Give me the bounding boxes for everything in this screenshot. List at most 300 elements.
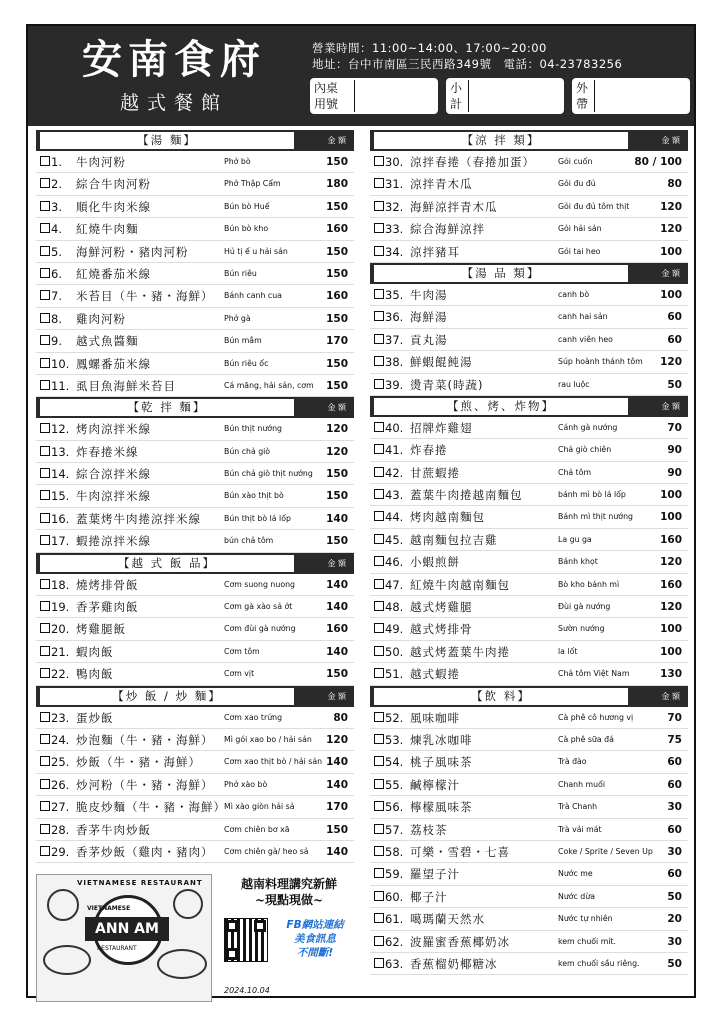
section-header [36, 553, 354, 574]
bowl-icon [157, 949, 207, 979]
menu-item-row [36, 151, 354, 173]
menu-item-row [370, 596, 688, 618]
order-checkbox[interactable] [374, 289, 384, 299]
item-name-vietnamese: kem chuối mít. [558, 936, 616, 946]
item-number: 8. [51, 311, 62, 326]
order-checkbox[interactable] [374, 489, 384, 499]
order-checkbox[interactable] [40, 801, 50, 811]
order-checkbox[interactable] [374, 422, 384, 432]
item-price: 150 [326, 200, 348, 213]
menu-item-row [370, 374, 688, 396]
item-name-vietnamese: kem chuối sầu riêng. [558, 958, 640, 968]
order-checkbox[interactable] [374, 623, 384, 633]
item-name-vietnamese: Súp hoành thánh tôm [558, 357, 643, 367]
menu-item-row [36, 485, 354, 507]
order-checkbox[interactable] [374, 511, 384, 521]
item-price: 160 [326, 223, 348, 236]
logo-brand-text: ANN AM [85, 917, 169, 941]
item-number: 32. [385, 199, 404, 214]
item-number: 25. [51, 755, 70, 770]
menu-item-row [36, 751, 354, 773]
menu-item-row [36, 441, 354, 463]
item-name-chinese: 海鮮湯 [410, 310, 448, 325]
item-name-vietnamese: la lốt [558, 646, 578, 656]
section-title: 【飲 料】 [374, 688, 628, 705]
promo-area [36, 874, 354, 1004]
slogan-line-1: 越南料理講究新鮮 [240, 877, 337, 891]
menu-item-row [36, 596, 354, 618]
order-checkbox[interactable] [374, 756, 384, 766]
order-checkbox[interactable] [374, 556, 384, 566]
order-checkbox[interactable] [40, 423, 50, 433]
order-checkbox[interactable] [374, 444, 384, 454]
item-price: 140 [326, 845, 348, 858]
restaurant-subtitle: 越式餐館 [119, 92, 228, 114]
item-number: 9. [51, 334, 62, 349]
item-name-chinese: 小蝦煎餅 [410, 555, 460, 570]
item-name-vietnamese: Gỏi tai heo [558, 246, 601, 256]
item-name-vietnamese: Chả giò chiên [558, 445, 612, 455]
item-name-vietnamese: Đùi gà nướng [558, 602, 611, 612]
order-checkbox[interactable] [374, 668, 384, 678]
order-checkbox[interactable] [374, 579, 384, 589]
order-checkbox[interactable] [40, 468, 50, 478]
item-number: 38. [385, 355, 404, 370]
menu-date: 2024.10.04 [224, 986, 270, 995]
item-name-vietnamese: Bún mắm [224, 336, 262, 346]
item-number: 36. [385, 310, 404, 325]
menu-item-row [370, 841, 688, 863]
item-price: 120 [326, 423, 348, 436]
order-checkbox[interactable] [40, 446, 50, 456]
item-price: 70 [667, 421, 682, 434]
item-name-chinese: 蝦捲涼拌米線 [76, 534, 151, 549]
item-name-vietnamese: Hủ tị ế u hải sản [224, 246, 288, 256]
slogan [224, 876, 354, 908]
item-name-vietnamese: Bún riêu [224, 268, 257, 278]
item-name-chinese: 雞肉河粉 [76, 311, 126, 326]
item-name-chinese: 風味咖啡 [410, 710, 460, 725]
menu-item-row [370, 863, 688, 885]
menu-item-row [370, 908, 688, 930]
item-price: 160 [660, 578, 682, 591]
plate-icon [173, 889, 203, 919]
order-checkbox[interactable] [40, 668, 50, 678]
menu-item-row [36, 530, 354, 552]
item-price: 60 [667, 311, 682, 324]
item-name-vietnamese: Bún xào thịt bò [224, 491, 284, 501]
item-name-chinese: 燒烤排骨飯 [76, 577, 139, 592]
item-name-chinese: 招牌炸雞翅 [410, 420, 473, 435]
item-name-chinese: 燙青菜(時蔬) [410, 377, 484, 392]
item-price: 80 / 100 [634, 156, 682, 168]
restaurant-name: 安南食府 [82, 36, 266, 83]
item-name-vietnamese: Bún chả giò thịt nướng [224, 469, 313, 479]
order-checkbox[interactable] [40, 824, 50, 834]
item-name-vietnamese: Gỏi đu đủ tôm thịt [558, 201, 630, 211]
item-name-chinese: 牛肉湯 [410, 287, 448, 302]
menu-item-row [370, 173, 688, 195]
menu-item-row [370, 931, 688, 953]
item-number: 60. [385, 889, 404, 904]
order-checkbox[interactable] [374, 156, 384, 166]
menu-item-row [370, 886, 688, 908]
item-price: 160 [660, 533, 682, 546]
order-checkbox[interactable] [40, 156, 50, 166]
order-checkbox[interactable] [40, 513, 50, 523]
item-name-chinese: 越式蝦捲 [410, 667, 460, 682]
section-title: 【涼 拌 類】 [374, 132, 628, 149]
item-name-chinese: 越式烤蓋葉牛肉捲 [410, 644, 510, 659]
order-checkbox[interactable] [40, 380, 50, 390]
order-checkbox[interactable] [374, 824, 384, 834]
item-name-vietnamese: La gu ga [558, 534, 592, 544]
menu-item-row [36, 508, 354, 530]
section-title: 【炒 飯 / 炒 麵】 [40, 688, 294, 705]
item-name-vietnamese: Bánh mì thịt nướng [558, 512, 633, 522]
menu-item-row [370, 196, 688, 218]
subtotal-label: 小 計 [450, 81, 463, 111]
section-title: 【湯 品 類】 [374, 265, 628, 282]
order-checkbox[interactable] [374, 311, 384, 321]
section-header [370, 263, 688, 284]
item-name-vietnamese: Chanh muối [558, 779, 605, 789]
item-price: 160 [326, 623, 348, 636]
item-name-vietnamese: Sườn nướng [558, 624, 605, 634]
item-price: 120 [660, 601, 682, 614]
item-price: 150 [326, 312, 348, 325]
order-checkbox[interactable] [374, 846, 384, 856]
item-number: 39. [385, 377, 404, 392]
item-price: 140 [326, 601, 348, 614]
item-price: 60 [667, 778, 682, 791]
item-price: 180 [326, 178, 348, 191]
section-header [36, 130, 354, 151]
item-number: 28. [51, 822, 70, 837]
item-name-vietnamese: Trà đào [558, 757, 587, 767]
price-column-header: 金 額 [661, 136, 680, 145]
item-number: 59. [385, 867, 404, 882]
order-checkbox[interactable] [374, 246, 384, 256]
item-name-chinese: 煉乳冰咖啡 [410, 732, 473, 747]
item-price: 140 [326, 778, 348, 791]
item-number: 17. [51, 534, 70, 549]
item-name-chinese: 海鮮涼拌青木瓜 [410, 199, 498, 214]
store-info [312, 40, 622, 72]
bowl-icon [43, 945, 91, 975]
item-name-vietnamese: Gỏi hải sản [558, 224, 602, 234]
item-name-chinese: 海鮮河粉・豬肉河粉 [76, 244, 189, 259]
item-number: 49. [385, 622, 404, 637]
order-checkbox[interactable] [374, 891, 384, 901]
item-name-vietnamese: Trà vải mát [558, 824, 602, 834]
menu-item-row [36, 574, 354, 596]
price-column-header: 金 額 [327, 136, 346, 145]
item-number: 26. [51, 777, 70, 792]
order-checkbox[interactable] [374, 958, 384, 968]
item-number: 54. [385, 755, 404, 770]
item-name-vietnamese: bún chả tôm [224, 536, 274, 546]
item-name-vietnamese: Cơm xao thịt bò / hải sản [224, 757, 323, 767]
item-name-chinese: 椰子汁 [410, 889, 448, 904]
order-checkbox[interactable] [40, 290, 50, 300]
item-price: 150 [326, 267, 348, 280]
item-price: 100 [660, 623, 682, 636]
item-price: 150 [326, 156, 348, 168]
menu-item-row [370, 796, 688, 818]
item-price: 100 [660, 645, 682, 658]
item-number: 43. [385, 488, 404, 503]
item-name-chinese: 綜合牛肉河粉 [76, 177, 151, 192]
order-checkbox[interactable] [374, 223, 384, 233]
order-checkbox[interactable] [374, 356, 384, 366]
item-price: 130 [660, 668, 682, 681]
item-name-chinese: 牛肉涼拌米線 [76, 489, 151, 504]
menu-item-row [36, 707, 354, 729]
item-price: 50 [667, 957, 682, 970]
order-checkbox[interactable] [374, 801, 384, 811]
item-number: 56. [385, 800, 404, 815]
address-phone: 地址：台中市南區三民西路349號 電話：04-23783256 [312, 57, 623, 71]
menu-item-row [370, 329, 688, 351]
menu-item-row [370, 506, 688, 528]
item-name-vietnamese: Bò kho bánh mì [558, 579, 620, 589]
order-checkbox[interactable] [374, 646, 384, 656]
order-checkbox[interactable] [40, 846, 50, 856]
menu-item-row [36, 663, 354, 685]
qr-code-icon[interactable] [224, 918, 268, 962]
section-title: 【乾 拌 麵】 [40, 399, 294, 416]
order-checkbox[interactable] [374, 734, 384, 744]
plate-icon [47, 889, 79, 921]
slogan-line-2: ~現點現做~ [254, 893, 324, 907]
subtotal-box[interactable] [446, 78, 564, 114]
item-name-vietnamese: Bánh canh cua [224, 291, 282, 301]
item-price: 120 [660, 223, 682, 236]
item-number: 13. [51, 444, 70, 459]
menu-item-row [36, 285, 354, 307]
item-name-chinese: 鳳螺番茄米線 [76, 356, 151, 371]
menu-item-row [36, 418, 354, 440]
item-name-chinese: 炒飯（牛・豬・海鮮） [76, 755, 201, 770]
order-checkbox[interactable] [374, 201, 384, 211]
item-number: 52. [385, 710, 404, 725]
item-price: 140 [326, 645, 348, 658]
item-name-vietnamese: canh viên heo [558, 334, 613, 344]
menu-item-row [370, 707, 688, 729]
item-name-chinese: 香蕉榴奶椰糖冰 [410, 956, 498, 971]
item-price: 20 [667, 913, 682, 926]
order-checkbox[interactable] [40, 313, 50, 323]
item-name-chinese: 米苔目（牛・豬・海鮮） [76, 289, 214, 304]
item-name-vietnamese: Cơm vịt [224, 669, 255, 679]
item-name-vietnamese: Bánh khọt [558, 557, 598, 567]
item-name-vietnamese: Cơm chiên bơ xã [224, 824, 290, 834]
menu-item-row [370, 151, 688, 173]
dine-in-number-box[interactable] [310, 78, 438, 114]
menu-item-row [370, 439, 688, 461]
menu-item-row [370, 551, 688, 573]
menu-item-row [370, 819, 688, 841]
item-name-chinese: 貢丸湯 [410, 332, 448, 347]
item-name-vietnamese: Trà Chanh [558, 802, 598, 812]
order-checkbox[interactable] [40, 178, 50, 188]
item-price: 160 [326, 290, 348, 303]
order-checkbox[interactable] [40, 646, 50, 656]
menu-item-row [370, 751, 688, 773]
order-checkbox[interactable] [374, 334, 384, 344]
item-name-chinese: 涼拌春捲（春捲加蛋） [410, 155, 535, 169]
fb-line-3: 不間斷! [296, 947, 334, 959]
brand [44, 34, 304, 115]
item-number: 12. [51, 422, 70, 437]
item-price: 100 [660, 245, 682, 258]
item-number: 23. [51, 710, 70, 725]
menu-item-row [370, 774, 688, 796]
item-name-vietnamese: Cơm chiên gà/ heo sả [224, 846, 309, 856]
menu-column-right [370, 130, 688, 975]
item-name-vietnamese: Nước tự nhiên [558, 914, 613, 924]
order-checkbox[interactable] [374, 868, 384, 878]
item-name-chinese: 烤雞腿飯 [76, 622, 126, 637]
item-name-vietnamese: Coke / Sprite / Seven Up [558, 846, 653, 856]
item-name-chinese: 紅燒番茄米線 [76, 266, 151, 281]
item-number: 6. [51, 266, 62, 281]
item-price: 60 [667, 823, 682, 836]
item-number: 61. [385, 912, 404, 927]
item-number: 41. [385, 443, 404, 458]
item-number: 24. [51, 732, 70, 747]
order-checkbox[interactable] [40, 734, 50, 744]
dine-in-label: 內桌 用號 [314, 81, 339, 111]
price-column-header: 金 額 [661, 401, 680, 411]
item-number: 51. [385, 667, 404, 682]
menu-item-row [36, 263, 354, 285]
order-checkbox[interactable] [40, 756, 50, 766]
item-name-vietnamese: Chả tôm Việt Nam [558, 669, 630, 679]
item-number: 35. [385, 287, 404, 302]
section-header [370, 686, 688, 707]
menu-item-row [370, 574, 688, 596]
item-name-vietnamese: Cánh gà nướng [558, 422, 618, 432]
menu-item-row [36, 641, 354, 663]
order-checkbox[interactable] [374, 379, 384, 389]
takeout-box[interactable] [572, 78, 690, 114]
item-name-chinese: 綜合海鮮涼拌 [410, 222, 485, 237]
item-number: 31. [385, 177, 404, 192]
order-checkbox[interactable] [40, 246, 50, 256]
item-name-chinese: 蛋炒飯 [76, 710, 114, 725]
item-number: 3. [51, 199, 62, 214]
order-checkbox[interactable] [374, 467, 384, 477]
item-name-chinese: 虱目魚海鮮米苔目 [76, 378, 176, 393]
order-checkbox[interactable] [374, 601, 384, 611]
item-name-chinese: 桃子風味茶 [410, 755, 473, 770]
item-name-chinese: 紅燒牛肉越南麵包 [410, 577, 510, 592]
qr-corner [226, 920, 238, 932]
logo-mid-text: VIETNAMESE [87, 905, 131, 912]
section-header [36, 397, 354, 418]
item-number: 34. [385, 244, 404, 259]
order-checkbox[interactable] [40, 490, 50, 500]
fb-line-1: FB網站連結 [286, 919, 344, 931]
item-name-vietnamese: Bún chả giò [224, 446, 271, 456]
menu-item-row [36, 330, 354, 352]
item-name-vietnamese: canh hai sản [558, 312, 608, 322]
order-checkbox[interactable] [40, 779, 50, 789]
item-name-chinese: 越南麵包拉吉雞 [410, 532, 498, 547]
menu-item-row [36, 241, 354, 263]
order-checkbox[interactable] [40, 268, 50, 278]
item-name-chinese: 綜合涼拌米線 [76, 467, 151, 482]
menu-item-row [36, 774, 354, 796]
item-name-chinese: 香茅炒飯（雞肉・豬肉） [76, 844, 214, 859]
menu-item-row [36, 796, 354, 818]
item-price: 150 [326, 379, 348, 392]
item-name-vietnamese: Bún thịt bò lá lốp [224, 513, 291, 523]
item-number: 16. [51, 511, 70, 526]
section-title: 【湯 麵】 [40, 132, 294, 149]
item-number: 22. [51, 667, 70, 682]
order-checkbox[interactable] [40, 579, 50, 589]
item-price: 150 [326, 468, 348, 481]
item-price: 30 [667, 845, 682, 858]
order-checkbox[interactable] [374, 936, 384, 946]
menu-item-row [36, 375, 354, 397]
item-number: 11. [51, 378, 70, 393]
order-checkbox[interactable] [374, 779, 384, 789]
order-checkbox[interactable] [374, 712, 384, 722]
fb-line-2: 美食訊息 [294, 933, 336, 945]
item-number: 63. [385, 956, 404, 971]
box-divider [594, 80, 595, 112]
item-price: 75 [667, 733, 682, 746]
item-price: 140 [326, 756, 348, 769]
item-name-chinese: 脆皮炒麵（牛・豬・海鮮） [76, 800, 226, 815]
item-name-vietnamese: Bún riêu ốc [224, 358, 269, 368]
menu-item-row [370, 284, 688, 306]
item-price: 60 [667, 868, 682, 881]
order-checkbox[interactable] [40, 358, 50, 368]
item-price: 60 [667, 756, 682, 769]
order-checkbox[interactable] [40, 712, 50, 722]
order-checkbox[interactable] [40, 223, 50, 233]
order-checkbox[interactable] [40, 623, 50, 633]
order-checkbox[interactable] [40, 535, 50, 545]
section-title: 【越 式 飯 品】 [40, 555, 294, 572]
order-checkbox[interactable] [374, 913, 384, 923]
takeout-label: 外 帶 [576, 81, 589, 111]
menu-item-row [370, 462, 688, 484]
order-checkbox[interactable] [40, 601, 50, 611]
item-name-chinese: 蓋葉牛肉捲越南麵包 [410, 488, 523, 503]
item-name-chinese: 順化牛肉米線 [76, 199, 151, 214]
item-price: 120 [326, 445, 348, 458]
item-name-vietnamese: Cà phê cô hương vị [558, 712, 634, 722]
item-price: 90 [667, 466, 682, 479]
order-boxes [310, 78, 690, 114]
order-checkbox[interactable] [374, 178, 384, 188]
order-checkbox[interactable] [374, 534, 384, 544]
box-divider [468, 80, 469, 112]
order-checkbox[interactable] [40, 201, 50, 211]
item-name-chinese: 荔枝茶 [410, 822, 448, 837]
order-checkbox[interactable] [40, 335, 50, 345]
item-number: 58. [385, 844, 404, 859]
menu-item-row [370, 641, 688, 663]
facebook-note [276, 918, 354, 960]
item-name-vietnamese: rau luộc [558, 379, 590, 389]
